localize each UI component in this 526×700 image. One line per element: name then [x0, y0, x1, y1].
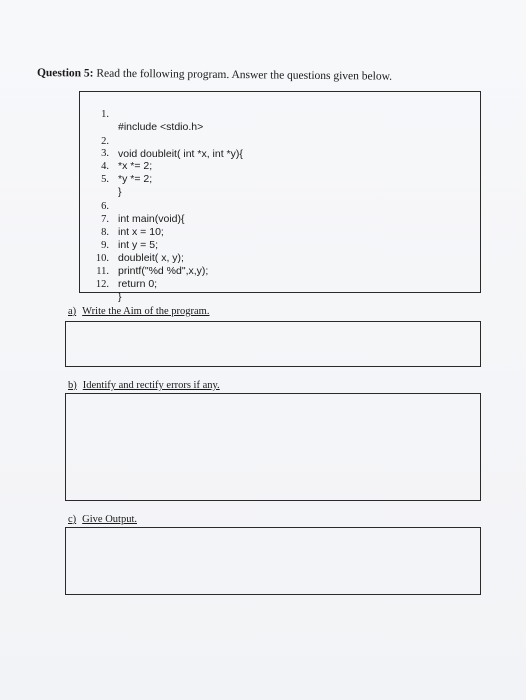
line-number: 6. — [101, 201, 109, 212]
code-line — [80, 136, 153, 172]
code-text: int y = 5; — [118, 239, 158, 251]
code-text: int x = 10; — [118, 226, 164, 238]
part-b-letter: b) — [68, 380, 77, 391]
part-a-letter: a) — [68, 306, 77, 317]
line-number: 8. — [101, 227, 109, 238]
line-number: 4. — [101, 161, 109, 172]
code-text: doubleit( x, y); — [118, 252, 184, 264]
answer-box-b[interactable] — [65, 393, 481, 501]
question-number: Question 5: — [36, 67, 94, 80]
code-text: *x *= 2; — [118, 160, 153, 172]
code-text: } — [118, 186, 122, 198]
question-heading — [37, 66, 497, 85]
question-prompt: Read the following program. Answer the questions given below. — [96, 67, 393, 83]
part-c-letter: c) — [68, 514, 77, 525]
part-a-text: Write the Aim of the program. — [82, 306, 210, 317]
line-number: 10. — [95, 253, 109, 264]
line-number: 9. — [101, 240, 109, 251]
part-c-label — [68, 514, 137, 526]
code-listing-box — [79, 91, 481, 303]
part-b-label — [68, 380, 220, 392]
part-c-text: Give Output. — [82, 514, 137, 525]
code-text: return 0; — [118, 278, 158, 290]
code-text: } — [118, 291, 122, 303]
line-number: 5. — [101, 174, 109, 185]
part-a-label — [68, 306, 209, 318]
line-number: 3. — [101, 148, 109, 159]
code-text: void doubleit( int *x, int *y){ — [118, 148, 243, 160]
line-number: 11. — [96, 266, 109, 277]
code-text: *y *= 2; — [118, 173, 153, 185]
line-number: 2. — [101, 136, 109, 147]
answer-box-c[interactable] — [65, 527, 481, 595]
line-number: 12. — [95, 279, 109, 290]
code-text: int main(void){ — [118, 213, 185, 225]
code-text: printf("%d %d",x,y); — [118, 265, 209, 277]
code-line — [80, 162, 122, 198]
line-number: 7. — [101, 214, 109, 225]
answer-box-a[interactable] — [65, 321, 481, 367]
code-text: #include <stdio.h> — [118, 121, 204, 133]
code-line — [80, 97, 204, 133]
part-b-text: Identify and rectify errors if any. — [82, 380, 220, 391]
line-number: 1. — [101, 109, 109, 120]
code-line — [80, 189, 185, 225]
